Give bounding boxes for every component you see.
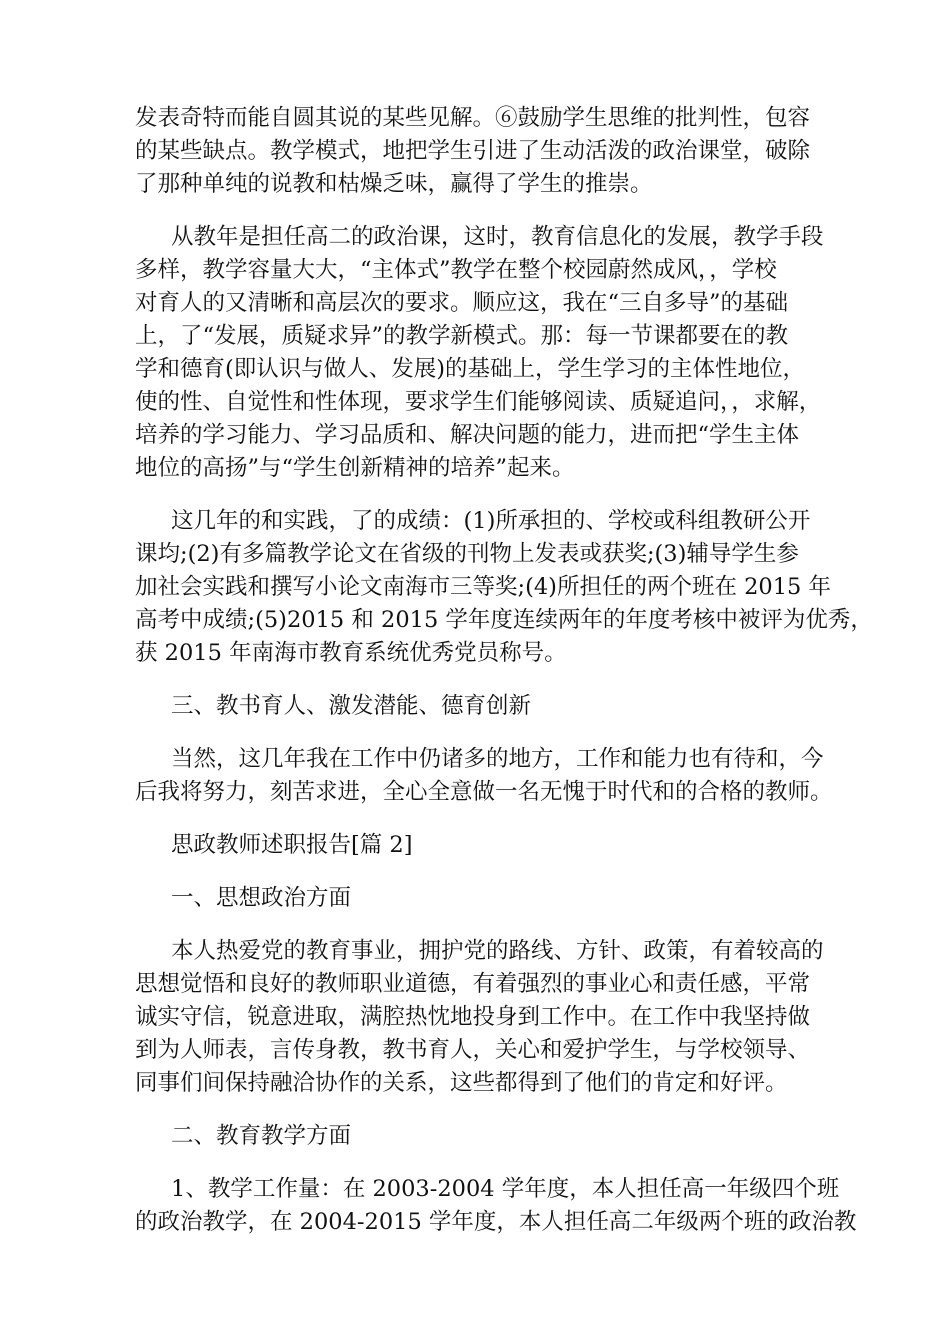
text-line: 1、教学工作量：在 2003-2004 学年度，本人担任高一年级四个班 [171, 1176, 840, 1202]
text-line: 从教年是担任高二的政治课，这时，教育信息化的发展，教学手段 [171, 224, 824, 250]
text-line: 发表奇特而能自圆其说的某些见解。⑥鼓励学生思维的批判性，包容 [135, 105, 811, 131]
section-heading-political: 一、思想政治方面 [171, 885, 352, 911]
text-line: 诚实守信，锐意进取，满腔热忱地投身到工作中。在工作中我坚持做 [135, 1004, 811, 1030]
text-line: 的某些缺点。教学模式，地把学生引进了生动活泼的政治课堂，破除 [135, 138, 811, 164]
section-heading-3: 三、教书育人、激发潜能、德育创新 [171, 693, 532, 719]
text-line: 培养的学习能力、学习品质和、解决问题的能力，进而把“学生主体 [135, 422, 800, 448]
text-line: 课均;(2)有多篇教学论文在省级的刊物上发表或获奖;(3)辅导学生参 [135, 541, 799, 567]
text-line: 本人热爱党的教育事业，拥护党的路线、方针、政策，有着较高的 [171, 938, 824, 964]
text-line: 上，了“发展，质疑求异”的教学新模式。那：每一节课都要在的教 [135, 323, 789, 349]
text-line: 加社会实践和撰写小论文南海市三等奖;(4)所担任的两个班在 2015 年 [135, 574, 832, 600]
text-line: 了那种单纯的说教和枯燥乏味，赢得了学生的推崇。 [135, 171, 653, 197]
paragraph-1 [135, 102, 835, 201]
text-line: 使的性、自觉性和性体现，要求学生们能够阅读、质疑追问，，求解， [135, 389, 822, 415]
text-line: 对育人的又清晰和高层次的要求。顺应这，我在“三自多导”的基础 [135, 290, 789, 316]
text-line: 获 2015 年南海市教育系统优秀党员称号。 [135, 640, 567, 666]
section-heading-teaching: 二、教育教学方面 [171, 1123, 352, 1149]
text-line: 学和德育(即认识与做人、发展)的基础上，学生学习的主体性地位， [135, 356, 806, 382]
text-line: 当然，这几年我在工作中仍诸多的地方，工作和能力也有待和，今 [171, 746, 824, 772]
paragraph-8 [135, 935, 835, 1100]
text-line: 思想觉悟和良好的教师职业道德，有着强烈的事业心和责任感，平常 [135, 971, 811, 997]
text-line: 这几年的和实践，了的成绩：(1)所承担的、学校或科组教研公开 [171, 508, 811, 534]
paragraph-10 [135, 1173, 857, 1239]
text-line: 后我将努力，刻苦求进，全心全意做一名无愧于时代和的合格的教师。 [135, 779, 833, 805]
paragraph-2 [135, 221, 835, 485]
text-line: 同事们间保持融洽协作的关系，这些都得到了他们的肯定和好评。 [135, 1070, 788, 1096]
document-page [135, 102, 873, 1259]
text-line: 地位的高扬”与“学生创新精神的培养”起来。 [135, 455, 575, 481]
report-title-part-2: 思政教师述职报告[篇 2] [171, 832, 413, 858]
text-line: 多样，教学容量大大，“主体式”教学在整个校园蔚然成风，，学校 [135, 257, 777, 283]
text-line: 到为人师表，言传身教，教书育人，关心和爱护学生，与学校领导、 [135, 1037, 811, 1063]
text-line: 高考中成绩;(5)2015 和 2015 学年度连续两年的年度考核中被评为优秀， [135, 607, 873, 633]
paragraph-5 [135, 743, 835, 809]
paragraph-3 [135, 505, 873, 670]
text-line: 的政治教学，在 2004-2015 学年度，本人担任高二年级两个班的政治教 [135, 1209, 857, 1235]
